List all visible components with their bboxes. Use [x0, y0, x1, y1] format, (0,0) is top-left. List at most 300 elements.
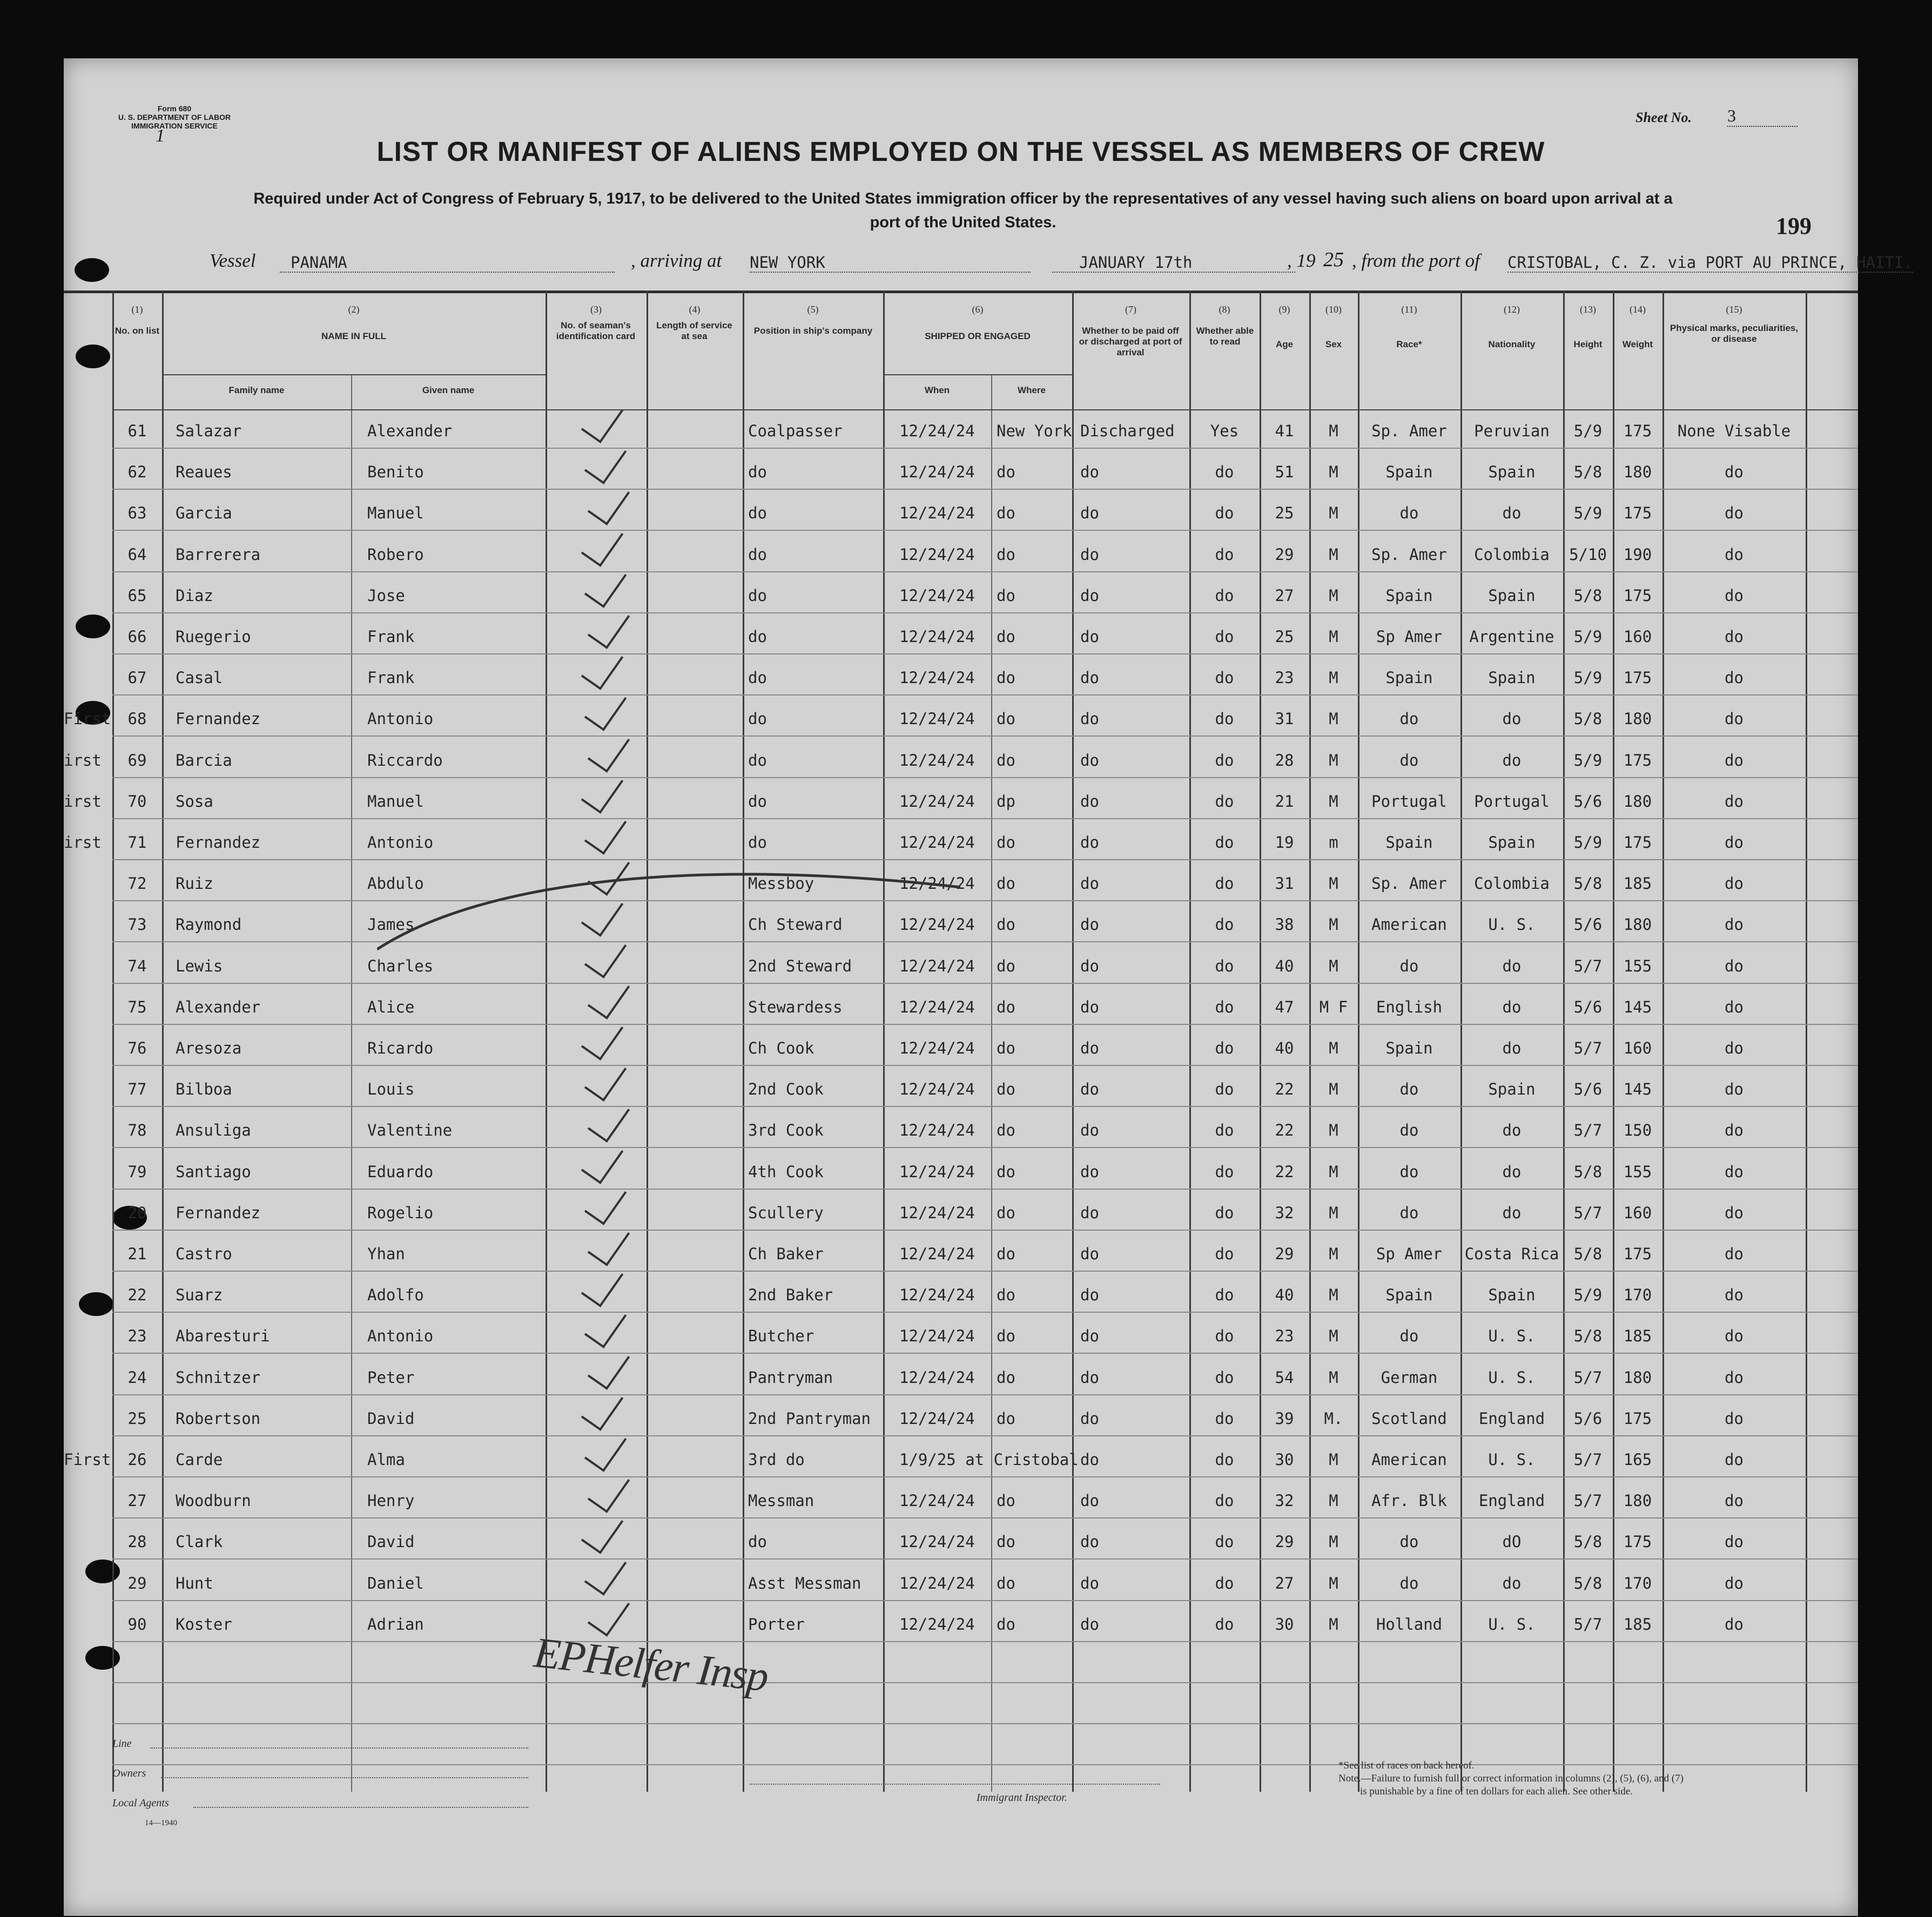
cell-race: do	[1399, 1327, 1419, 1346]
cell-marks: do	[1725, 956, 1743, 975]
header-no-on-list: No. on list	[115, 326, 160, 336]
cell-when: 12/24/24	[899, 1327, 975, 1346]
cell-weight: 175	[1623, 1409, 1652, 1428]
footer-owners-label: Owners	[112, 1767, 146, 1779]
cell-position: do	[748, 463, 767, 482]
column-number: (9)	[1278, 304, 1290, 315]
cell-family: Aresoza	[176, 1039, 242, 1057]
cell-age: 29	[1275, 545, 1294, 564]
cell-age: 19	[1275, 833, 1294, 852]
cell-position: Stewardess	[748, 997, 843, 1016]
cell-family: Barcia	[176, 751, 232, 770]
cell-weight: 145	[1623, 1080, 1652, 1099]
cell-sex: M	[1329, 586, 1338, 605]
cell-no: 26	[127, 1450, 147, 1469]
cell-weight: 175	[1623, 833, 1652, 852]
cell-age: 25	[1275, 504, 1294, 523]
cell-when: 12/24/24	[899, 1409, 975, 1428]
column-number: (6)	[972, 304, 984, 315]
cell-nationality: England	[1478, 1409, 1545, 1428]
cell-marks: do	[1725, 1327, 1743, 1346]
cell-race: Sp Amer	[1376, 1245, 1443, 1263]
cell-read: do	[1215, 1039, 1234, 1057]
cell-height: 5/9	[1573, 422, 1603, 440]
cell-given: Adrian	[367, 1615, 424, 1634]
page-title: LIST OR MANIFEST OF ALIENS EMPLOYED ON THE VESSEL AS MEMBERS OF CREW	[376, 136, 1545, 167]
cell-nationality: Spain	[1488, 586, 1536, 605]
cell-sex: M	[1329, 1121, 1338, 1140]
cell-position: 2nd Baker	[748, 1286, 833, 1305]
cell-when: 12/24/24	[899, 1533, 975, 1551]
table-row	[64, 545, 1858, 586]
cell-marks: None Visable	[1677, 422, 1791, 440]
cell-height: 5/9	[1573, 751, 1603, 770]
arrival-year: 25	[1323, 248, 1344, 271]
cell-position: 3rd Cook	[748, 1121, 824, 1140]
cell-given: Robero	[367, 545, 424, 564]
cell-position: 2nd Cook	[748, 1080, 824, 1099]
cell-paid: do	[1080, 1162, 1099, 1181]
cell-sex: M	[1329, 1615, 1338, 1634]
header-family-name: Family name	[228, 385, 285, 395]
inspector-signature-line	[750, 1784, 1160, 1785]
cell-nationality: Colombia	[1474, 545, 1550, 564]
cell-read: do	[1215, 1327, 1234, 1346]
form-handwritten-mark: 1	[156, 126, 165, 146]
cell-position: do	[748, 1533, 767, 1551]
cell-age: 29	[1275, 1533, 1294, 1551]
cell-read: do	[1215, 1286, 1234, 1305]
cell-sex: M	[1329, 1162, 1338, 1181]
cell-margin: irst	[64, 833, 102, 852]
column-number: (3)	[590, 304, 602, 315]
cell-family: Abaresturi	[176, 1327, 270, 1346]
cell-height: 5/7	[1573, 1121, 1603, 1140]
cell-read: do	[1215, 833, 1234, 852]
cell-given: James	[367, 915, 415, 934]
cell-no: 76	[127, 1039, 147, 1057]
from-port: CRISTOBAL, C. Z. via PORT AU PRINCE, HAITI.	[1507, 253, 1913, 272]
cell-no: 70	[127, 792, 147, 811]
cell-age: 28	[1275, 751, 1294, 770]
cell-where: do	[997, 1533, 1015, 1551]
cell-read: do	[1215, 1080, 1234, 1099]
cell-race: Spain	[1385, 833, 1433, 852]
cell-paid: do	[1080, 833, 1099, 852]
cell-when: 12/24/24	[899, 751, 975, 770]
cell-weight: 180	[1623, 915, 1652, 934]
cell-marks: do	[1725, 792, 1743, 811]
cell-nationality: Spain	[1488, 1286, 1536, 1305]
cell-height: 5/7	[1573, 1039, 1603, 1057]
cell-age: 39	[1275, 1409, 1294, 1428]
cell-position: Ch Baker	[748, 1245, 824, 1263]
cell-position: Ch Cook	[748, 1039, 814, 1057]
cell-given: Manuel	[367, 792, 424, 811]
cell-sex: M.	[1324, 1409, 1343, 1428]
cell-family: Sosa	[176, 792, 213, 811]
cell-read: do	[1215, 1245, 1234, 1263]
cell-weight: 180	[1623, 710, 1652, 728]
column-number: (5)	[807, 304, 819, 315]
cell-where: do	[997, 463, 1015, 482]
cell-race: do	[1399, 956, 1419, 975]
cell-family: Carde	[176, 1450, 223, 1469]
cell-read: do	[1215, 586, 1234, 605]
table-row	[64, 1121, 1858, 1162]
cell-nationality: do	[1502, 710, 1522, 728]
cell-height: 5/9	[1573, 833, 1603, 852]
table-row	[64, 1368, 1858, 1409]
cell-given: Antonio	[367, 710, 434, 728]
cell-paid: do	[1080, 586, 1099, 605]
cell-height: 5/8	[1573, 1533, 1603, 1551]
cell-given: Henry	[367, 1491, 415, 1510]
cell-margin: irst	[64, 751, 102, 770]
arrival-port: NEW YORK	[750, 253, 1031, 273]
header-weight: Weight	[1622, 339, 1653, 349]
cell-family: Robertson	[176, 1409, 261, 1428]
cell-paid: do	[1080, 1121, 1099, 1140]
header-physical-marks: Physical marks, peculiarities, or disease	[1670, 323, 1799, 344]
cell-when: 12/24/24	[899, 792, 975, 811]
cell-when: 12/24/24	[899, 833, 975, 852]
cell-weight: 175	[1623, 422, 1652, 440]
cell-weight: 170	[1623, 1286, 1652, 1305]
column-number: (2)	[348, 304, 360, 315]
row-rule	[112, 1682, 1858, 1683]
cell-nationality: England	[1478, 1491, 1545, 1510]
cell-when: 12/24/24	[899, 504, 975, 523]
cell-sex: M	[1329, 627, 1338, 646]
cell-marks: do	[1725, 1368, 1743, 1387]
cell-given: Ricardo	[367, 1039, 434, 1057]
cell-family: Casal	[176, 669, 223, 687]
table-row	[64, 792, 1858, 833]
cell-family: Hunt	[176, 1574, 213, 1592]
cell-read: do	[1215, 545, 1234, 564]
cell-when: 12/24/24	[899, 627, 975, 646]
cell-nationality: U. S.	[1488, 1327, 1536, 1346]
cell-position: Ch Steward	[748, 915, 843, 934]
cell-sex: m	[1329, 833, 1338, 852]
cell-no: 27	[127, 1491, 147, 1510]
cell-weight: 175	[1623, 586, 1652, 605]
cell-height: 5/9	[1573, 1286, 1603, 1305]
cell-nationality: Colombia	[1474, 874, 1550, 893]
cell-race: Spain	[1385, 586, 1433, 605]
cell-when: 12/24/24	[899, 463, 975, 482]
cell-when: 12/24/24	[899, 1574, 975, 1592]
cell-nationality: do	[1502, 1203, 1522, 1222]
table-row	[64, 998, 1858, 1039]
cell-weight: 175	[1623, 1533, 1652, 1551]
cell-height: 5/6	[1573, 915, 1603, 934]
cell-sex: M	[1329, 422, 1338, 440]
footer-note: *See list of races on back hereof. Note.—Failure to furnish full or correct information in columns (2), (5), (6), and (7) is punishable by a fine of ten dollars for each alien. See other side.	[1338, 1760, 1684, 1797]
cell-given: Jose	[367, 586, 405, 605]
footer-form-code: 14—1940	[145, 1819, 177, 1827]
cell-family: Bilboa	[176, 1080, 232, 1099]
cell-when: 12/24/24	[899, 710, 975, 728]
cell-position: 4th Cook	[748, 1162, 824, 1181]
cell-family: Ruegerio	[176, 627, 251, 646]
cell-age: 31	[1275, 710, 1294, 728]
table-row	[64, 1327, 1858, 1368]
table-row	[64, 1491, 1858, 1533]
cell-sex: M	[1329, 1491, 1338, 1510]
cell-age: 40	[1275, 1039, 1294, 1057]
cell-race: do	[1399, 710, 1419, 728]
cell-given: Peter	[367, 1368, 415, 1387]
cell-paid: do	[1080, 1450, 1099, 1469]
cell-weight: 165	[1623, 1450, 1652, 1469]
cell-margin: First	[64, 1450, 111, 1469]
cell-marks: do	[1725, 751, 1743, 770]
cell-height: 5/6	[1573, 792, 1603, 811]
cell-height: 5/8	[1573, 1327, 1603, 1346]
subheader-divider	[883, 374, 1072, 375]
cell-paid: do	[1080, 874, 1099, 893]
cell-weight: 190	[1623, 545, 1652, 564]
cell-family: Woodburn	[176, 1491, 251, 1510]
cell-paid: do	[1080, 915, 1099, 934]
cell-where: do	[997, 956, 1015, 975]
cell-read: do	[1215, 627, 1234, 646]
cell-no: 29	[127, 1574, 147, 1592]
cell-paid: do	[1080, 1574, 1099, 1592]
cell-sex: M	[1329, 751, 1338, 770]
cell-where: do	[997, 997, 1015, 1016]
cell-sex: M	[1329, 915, 1338, 934]
column-number: (10)	[1325, 304, 1342, 315]
cell-paid: do	[1080, 1409, 1099, 1428]
cell-paid: do	[1080, 1203, 1099, 1222]
cell-where: do	[997, 545, 1015, 564]
cell-given: David	[367, 1533, 415, 1551]
cell-age: 32	[1275, 1203, 1294, 1222]
header-position: Position in ship's company	[753, 326, 873, 336]
cell-read: do	[1215, 1203, 1234, 1222]
cell-nationality: Costa Rica	[1464, 1245, 1559, 1263]
cell-marks: do	[1725, 1409, 1743, 1428]
cell-no: 20	[127, 1203, 147, 1222]
cell-race: English	[1376, 997, 1443, 1016]
year-label: , 19	[1287, 250, 1316, 271]
header-shipped-engaged: SHIPPED OR ENGAGED	[925, 331, 1031, 341]
cell-age: 41	[1275, 422, 1294, 440]
cell-age: 38	[1275, 915, 1294, 934]
cell-given: Charles	[367, 956, 434, 975]
cell-where: do	[997, 1615, 1015, 1634]
cell-race: do	[1399, 1121, 1419, 1140]
table-row	[64, 669, 1858, 710]
cell-where: do	[997, 1409, 1015, 1428]
cell-given: Alma	[367, 1450, 405, 1469]
cell-paid: Discharged	[1080, 422, 1175, 440]
cell-position: do	[748, 504, 767, 523]
cell-no: 62	[127, 463, 147, 482]
cell-race: Spain	[1385, 463, 1433, 482]
cell-weight: 175	[1623, 504, 1652, 523]
cell-given: Adolfo	[367, 1286, 424, 1305]
cell-read: do	[1215, 669, 1234, 687]
cell-no: 75	[127, 997, 147, 1016]
cell-age: 27	[1275, 1574, 1294, 1592]
vessel-name: PANAMA	[280, 253, 615, 273]
cell-family: Alexander	[176, 997, 261, 1016]
column-number: (1)	[131, 304, 143, 315]
table-row	[64, 1533, 1858, 1574]
cell-height: 5/6	[1573, 1080, 1603, 1099]
cell-weight: 170	[1623, 1574, 1652, 1592]
sheet-number-label: Sheet No.	[1635, 110, 1692, 125]
table-row	[64, 463, 1858, 504]
cell-given: Alice	[367, 997, 415, 1016]
cell-sex: M	[1329, 1450, 1338, 1469]
cell-nationality: U. S.	[1488, 915, 1536, 934]
cell-read: do	[1215, 710, 1234, 728]
cell-race: do	[1399, 1162, 1419, 1181]
cell-where: do	[997, 833, 1015, 852]
table-row	[64, 1163, 1858, 1204]
cell-read: do	[1215, 1121, 1234, 1140]
cell-race: Holland	[1376, 1615, 1443, 1634]
cell-when: 12/24/24	[899, 874, 975, 893]
cell-paid: do	[1080, 751, 1099, 770]
cell-race: American	[1371, 1450, 1447, 1469]
cell-sex: M	[1329, 1286, 1338, 1305]
cell-given: Frank	[367, 627, 415, 646]
cell-position: do	[748, 545, 767, 564]
cell-age: 40	[1275, 1286, 1294, 1305]
cell-when: 12/24/24	[899, 956, 975, 975]
cell-weight: 180	[1623, 792, 1652, 811]
cell-marks: do	[1725, 1245, 1743, 1263]
cell-paid: do	[1080, 504, 1099, 523]
cell-family: Schnitzer	[176, 1368, 261, 1387]
cell-where: do	[997, 1039, 1015, 1057]
cell-where: dp	[997, 792, 1015, 811]
cell-where: do	[997, 669, 1015, 687]
column-number: (4)	[689, 304, 701, 315]
vessel-label: Vessel	[210, 250, 256, 271]
column-number: (11)	[1401, 304, 1417, 315]
cell-height: 5/7	[1573, 1491, 1603, 1510]
cell-age: 27	[1275, 586, 1294, 605]
cell-sex: M	[1329, 504, 1338, 523]
cell-race: do	[1399, 504, 1419, 523]
cell-when: 12/24/24	[899, 1039, 975, 1057]
cell-marks: do	[1725, 1574, 1743, 1592]
cell-nationality: Spain	[1488, 463, 1536, 482]
cell-read: do	[1215, 1409, 1234, 1428]
cell-when: 12/24/24	[899, 422, 975, 440]
cell-when: 12/24/24	[899, 545, 975, 564]
cell-where: do	[997, 1286, 1015, 1305]
cell-nationality: Argentine	[1469, 627, 1554, 646]
cell-position: do	[748, 710, 767, 728]
cell-where: New York	[997, 422, 1072, 440]
cell-family: Fernandez	[176, 1203, 261, 1222]
cell-nationality: U. S.	[1488, 1368, 1536, 1387]
form-identifier: Form 680 U. S. DEPARTMENT OF LABOR IMMIGRATION SERVICE	[118, 104, 231, 130]
cell-age: 30	[1275, 1615, 1294, 1634]
cell-nationality: Portugal	[1474, 792, 1550, 811]
cell-sex: M F	[1319, 997, 1348, 1016]
table-row	[64, 1080, 1858, 1121]
cell-read: do	[1215, 1162, 1234, 1181]
cell-age: 40	[1275, 956, 1294, 975]
header-bottom-border	[112, 409, 1858, 410]
cell-race: do	[1399, 1574, 1419, 1592]
cell-when: 12/24/24	[899, 997, 975, 1016]
cell-where: do	[997, 1574, 1015, 1592]
cell-where: do	[997, 1327, 1015, 1346]
cell-age: 31	[1275, 874, 1294, 893]
cell-height: 5/8	[1573, 710, 1603, 728]
cell-height: 5/10	[1569, 545, 1607, 564]
cell-paid: do	[1080, 710, 1099, 728]
cell-no: 79	[127, 1162, 147, 1181]
cell-when: 12/24/24	[899, 1121, 975, 1140]
cell-position: Porter	[748, 1615, 805, 1634]
cell-position: Scullery	[748, 1203, 824, 1222]
cell-race: Sp Amer	[1376, 627, 1443, 646]
cell-nationality: do	[1502, 1039, 1522, 1057]
cell-nationality: dO	[1502, 1533, 1522, 1551]
table-row	[64, 1574, 1858, 1615]
cell-sex: M	[1329, 669, 1338, 687]
cell-race: German	[1381, 1368, 1438, 1387]
cell-no: 23	[127, 1327, 147, 1346]
cell-family: Diaz	[176, 586, 213, 605]
cell-sex: M	[1329, 463, 1338, 482]
cell-sex: M	[1329, 792, 1338, 811]
cell-weight: 175	[1623, 1245, 1652, 1263]
cell-paid: do	[1080, 545, 1099, 564]
cell-marks: do	[1725, 627, 1743, 646]
row-rule	[112, 1723, 1858, 1724]
cell-given: Riccardo	[367, 751, 443, 770]
cell-marks: do	[1725, 463, 1743, 482]
cell-no: 61	[127, 422, 147, 440]
cell-height: 5/8	[1573, 586, 1603, 605]
cell-nationality: do	[1502, 956, 1522, 975]
cell-age: 51	[1275, 463, 1294, 482]
cell-height: 5/8	[1573, 1245, 1603, 1263]
cell-no: 68	[127, 710, 147, 728]
cell-nationality: U. S.	[1488, 1615, 1536, 1634]
cell-height: 5/8	[1573, 1162, 1603, 1181]
cell-given: Benito	[367, 463, 424, 482]
cell-marks: do	[1725, 1121, 1743, 1140]
cell-paid: do	[1080, 1286, 1099, 1305]
cell-given: David	[367, 1409, 415, 1428]
cell-weight: 185	[1623, 874, 1652, 893]
cell-read: do	[1215, 751, 1234, 770]
cell-sex: M	[1329, 1080, 1338, 1099]
cell-where: do	[997, 874, 1015, 893]
cell-no: 72	[127, 874, 147, 893]
table-row	[64, 504, 1858, 545]
cell-race: Portugal	[1371, 792, 1447, 811]
cell-weight: 175	[1623, 751, 1652, 770]
cell-no: 78	[127, 1121, 147, 1140]
cell-given: Manuel	[367, 504, 424, 523]
header-id-card: No. of seaman's identification card	[556, 320, 636, 341]
cell-paid: do	[1080, 627, 1099, 646]
